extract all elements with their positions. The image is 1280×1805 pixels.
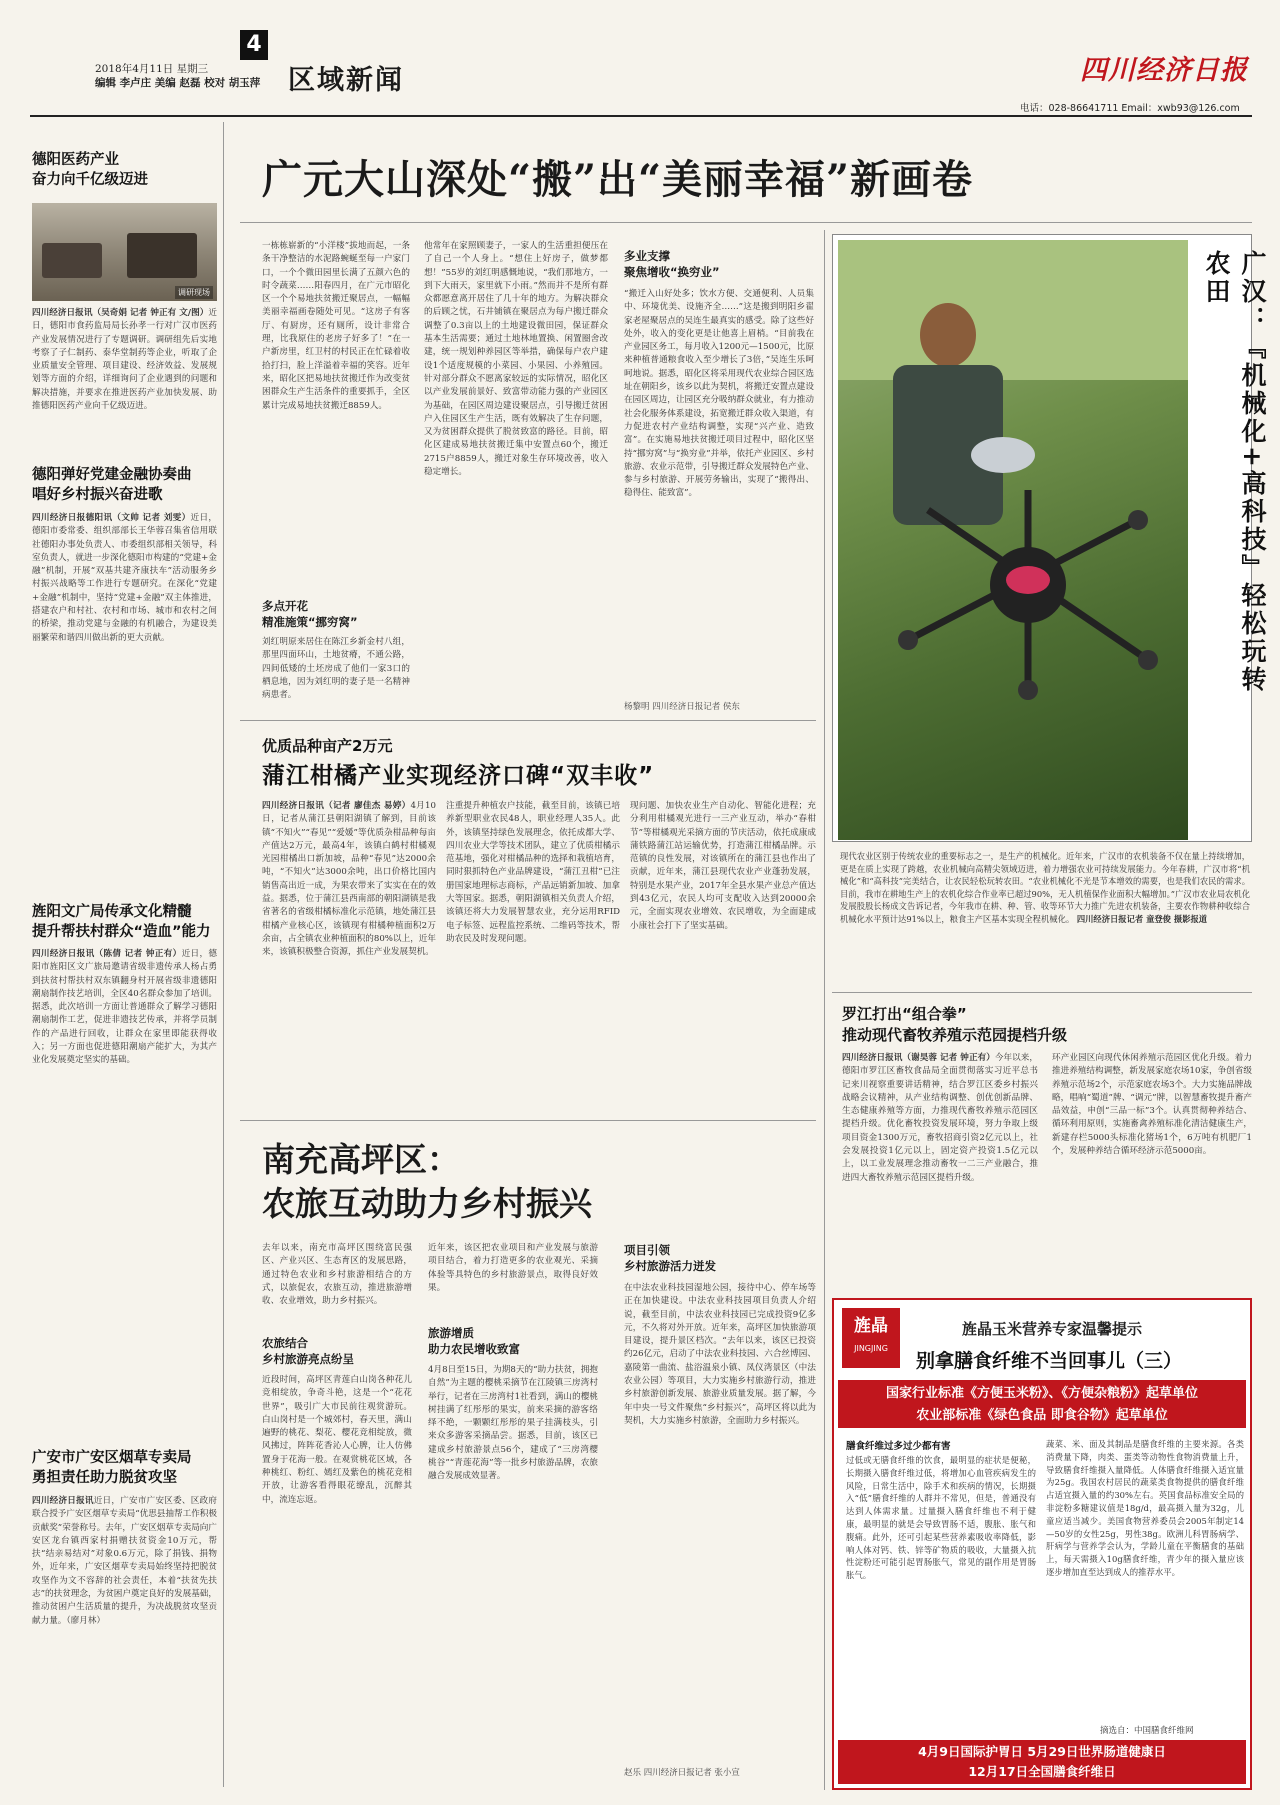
caption-text: 现代农业区别于传统农业的重要标志之一，是生产的机械化。近年来，广汉市的农机装备不仅在量上持续增加，更是在质上实现了跨越，农业机械向高精尖领域迈进，着力增强农业可持续发展能力。今年春耕，广汉市将“机械化”和“高科技”完美结合，让农民轻松玩转农田。“农业机械化不光是节本增效的需要，也是我们农民的需求。目前，我市在耕地生产上的农机化综合作业率已超过90%，无人机植保作业面积大幅增加。”广汉市农业局农机化发展股股长杨成文告诉记者，今年我市在耕、种、管、收等环节大力推广先进农机装备，主要农作物耕种收综合机械化水平预计达91%以上，粮食主产区基本实现全程机械化。 [840,851,1250,924]
drone-farmer-photo [838,240,1188,840]
ad-standards-band: 国家行业标准《方便玉米粉》、《方便杂粮粉》起草单位 农业部标准《绿色食品 即食谷物》起草单位 [838,1380,1246,1428]
byline: 赵乐 四川经济日报记者 张小宣 [624,1768,740,1778]
main-headline: 广元大山深处“搬”出“美丽幸福”新画卷 [262,156,974,203]
guangyuan-subhead-1: 多点开花 精准施策“挪穷窝” [262,599,358,629]
section-title: 区域新闻 [288,65,404,96]
byline: 杨黎明 四川经济日报记者 侯东 [624,702,740,712]
luojiang-headline: 罗江打出“组合拳” 推动现代畜牧养殖示范园提档升级 [842,1005,1068,1044]
article-body [32,1495,217,1785]
guangyuan-col1: 一栋栋崭新的“小洋楼”拔地而起，一条条干净整洁的水泥路蜿蜒至每一户家门口，一个个微田园里长满了五颜六色的时令蔬菜……阳春四月，在广元市昭化区一个个易地扶贫搬迁聚居点，一幅幅美丽幸福画卷随处可见。“这房子有客厅、有厨房，还有厕所，设计非常合理，比我原住的老房子好多了！”在一户新房里，红卫村的村民正在忙碌着收拾打扫，脸上洋溢着幸福的笑容。近年来，昭化区把易地扶贫搬迁作为改变贫困群众生产生活条件的重要抓手，全区累计完成易地扶贫搬迁8859人。 [262,241,410,411]
divider [240,222,1252,223]
ad-health-days-band: 4月9日国际护胃日 5月29日世界肠道健康日 12月17日全国膳食纤维日 [838,1740,1246,1784]
byline: 四川经济日报讯（记者 廖佳杰 易婷） [262,801,411,811]
byline: 四川经济日报讯（陈倩 记者 钟正有） [32,949,182,959]
masthead-logo: 四川经济日报 [1080,55,1248,86]
byline: 四川经济日报讯（谢昊蓉 记者 钟正有） [842,1053,995,1063]
nanchong-col1: 去年以来，南充市高坪区围绕富民强区、产业兴区、生态育区的发展思路，通过特色农业和乡村旅游相结合的方式，以旅促农，农旅互动，推进旅游增收、农业增效，助力乡村振兴。 [262,1243,412,1307]
ad-col1: 过低或无膳食纤维的饮食，最明显的症状是便秘，长期摄入膳食纤维过低，将增加心血管疾病发生的风险，日常生活中，除手术和疾病的情况，长期摄入“低”膳食纤维的人群并不常见，但是，普通没有达到人体需求量。过量摄入膳食纤维也不利于健康，最明显的就是会导致胃肠不适，腹胀、胀气和腹痛。此外，还可引起某些营养素吸收率降低，影响人体对钙、铁、锌等矿物质的吸收，大量摄入抗性淀粉还可能引起胃肠胀气，常见的副作用是胃肠胀气。 [846,1455,1036,1581]
brand-logo [842,1308,900,1368]
guangyuan-col3: “搬迁入山好处多；饮水方便、交通便利、人员集中、环境优美、设施齐全……”这是搬到明阳乡翟家老屋聚居点的吴连生最真实的感受。除了这些好处外，收入的变化更是让他喜上眉梢。“目前我在产业园区务工，每月收入1200元—1500元，比原来种植普通粮食收入至少增长了3倍，”吴连生乐呵呵地说。据悉，昭化区将采用现代农业综合园区选址在朝阳乡，该乡以此为契机，将搬迁安置点建设在园区周边，让园区充分吸纳群众就业，有力推动社会化服务体系建设，拓宽搬迁群众收入渠道，有力促进农村产业结构调整，实现“兴产业、造致富”。在实施易地扶贫搬迁项目过程中，昭化区坚持“挪穷窝”与“换穷业”并举，依托产业园区、乡村旅游、农业示范带，引导搬迁群众发展特色产业、参与乡村旅游、开展劳务输出，实现了“搬得出、稳得住、能致富”。 [624,289,814,499]
nanchong-col1b: 近段时间，高坪区青莲白山岗各种花儿竞相绽放，争奇斗艳，这是一个“花花世界”，吸引广大市民前往观赏游玩。白山岗村是一个城郊村，春天里，满山遍野的桃花、梨花、樱花竞相绽放，微风拂过，阵阵花香沁人心脾，让人仿佛置身于花海一般。在观赏桃花区域，各种桃红、粉红、嫣红及紫色的桃花竞相开放，让游客看得眼花缭乱，沉醉其中，流连忘返。 [262,1375,412,1505]
article-body [32,948,217,1248]
drone-rotor [1018,680,1038,700]
article-body [32,307,217,455]
meeting-photo [32,203,217,301]
guanghan-caption [840,850,1250,975]
luojiang-col1 [842,1052,1038,1284]
drone-illustration [838,240,1188,840]
editors-text: 编辑 李卢庄 美编 赵磊 校对 胡玉萍 [95,77,261,89]
headline-deyang-pharma: 德阳医药产业 奋力向千亿级迈进 [32,152,148,188]
body-text: 近日，德阳市委常委、组织部部长王华蓉召集省信用联社德阳办事处负责人、市委组织部相关领导，科室负责人，就进一步深化德阳市构建的“党建+金融”机制，开展“双基共建齐康扶车”活动服务乡村振兴战略等工作进行专题研究。在深化“党建+金融”机制中，坚持“党建+金融”双主体推进，搭建农户和村社、农村和市场、城市和农村之间的桥梁，推动党建与金融的有机融合，为建设美丽繁荣和谐四川做出新的更大贡献。 [32,513,217,643]
ad-title: 别拿膳食纤维不当回事儿（三） [916,1350,1183,1372]
header-rule [30,115,1252,117]
nanchong-col2b: 4月8日至15日，为期8天的“助力扶贫，拥抱自然”为主题的樱桃采摘节在江陵镇三房湾村举行，记者在三房湾村1社看到，满山的樱桃树挂满了红彤彤的果实，前来采摘的游客络绎不绝，一颗颗红彤彤的果子挂满枝头，引来众多游客采摘品尝。据悉，目前，该区已建成乡村旅游景点56个，建成了“三房湾樱桃谷”“青莲花海”等一批乡村旅游品牌，农旅融合发展成效显著。 [428,1365,598,1482]
ad-source: 摘选自：中国膳食纤维网 [1100,1726,1194,1736]
photo-caption: 调研现场 [175,286,213,299]
byline: 四川经济日报讯（吴奇娟 记者 钟正有 文/图） [32,308,209,318]
body-text: 近日，德阳市旌阳区文广旅局邀请省级非遗传承人杨占勇到扶贫村帮扶村双东镇翻身村开展省级非遗德阳潮扇制作技艺培训，全区40名群众参加了培训。据悉，此次培训一方面让普通群众了解学习德阳潮扇制作工艺，促进非遗技艺传承，并将学员制作的产品进行回收，让群众在家里即能获得收入；另一方面也促进德阳潮扇产能扩大，为其产业化发展奠定坚实的基础。 [32,949,217,1066]
nanchong-col2: 近年来，该区把农业项目和产业发展与旅游项目结合，着力打造更多的农业观光、采摘体验等具特色的乡村旅游景点，取得良好效果。 [428,1243,598,1293]
article-body [32,512,217,882]
headline-deyang-finance: 德阳弹好党建金融协奏曲 唱好乡村振兴奋进歌 [32,467,192,503]
body-text: 今年以来，德阳市罗江区畜牧食品局全面贯彻落实习近平总书记来川视察重要讲话精神，结合罗江区委乡村振兴战略会议精神，从产业结构调整、创优创新品牌、生态健康养殖等方面，力推现代畜牧养殖示范园区提档升级。优化畜牧投资发展环境，努力争取上级项目资金1300万元，畜牧招商引资2亿元以上，社会发展投资1亿元以上，固定资产投资1.5亿元以上，以工业发展理念推动畜牧一二三产业融合，推进四大畜牧养殖示范园区提档升级。 [842,1053,1038,1183]
pesticide-bucket [971,437,1035,473]
guangyuan-subhead-2: 多业支撑 聚焦增收“换穷业” [624,249,720,279]
drone-rotor [1128,510,1148,530]
guanghan-vertical-title: 广汉：『机械化+高科技』轻松玩转农田 [1202,250,1267,694]
farmer-head [920,303,976,367]
sofa-shape [42,243,102,278]
ad-col2: 蔬菜、米、面及其制品是膳食纤维的主要来源。各类消费量下降，肉类、蛋类等动物性食物消费量上升，导致膳食纤维摄入量降低。人体膳食纤维摄入适宜量为25g。我国农村居民的蔬菜类食物提供的膳食纤维占适宜摄入量的约30%左右。英国食品标准安全局的非淀粉多糖建议值是18g/d，最高摄入量为32g，儿童应适当减少。美国食物营养委员会2005年制定14—50岁的女性25g，男性38g。欧洲儿科胃肠病学、肝病学与营养学会认为，学龄儿童在平衡膳食的基础上，每天需摄入10g膳食纤维，青少年的摄入量应该逐步增加直至达到成人的推荐水平。 [1046,1439,1244,1577]
pujiang-col2: 注重提升种植农户技能，截至目前，该镇已培养新型职业农民48人，职业经理人35人。此外，该镇坚持绿色发展理念，依托成都大学、四川农业大学等技术团队，建立了优质柑橘示范基地，强化对柑橘品种的选择和栽植培育，同时狠抓特色产业品牌建设，“蒲江丑柑”已注册国家地理标志商标，产品远销新加坡、加拿大等国家。据悉，朝阳湖镇相关负责人介绍，该镇还将大力发展智慧农业，充分运用RFID电子标签、远程监控系统、二维码等技术，帮助农民及时发现问题。 [446,801,620,944]
divider [240,720,816,721]
drone-tank [1006,566,1050,594]
column-divider [824,230,825,1790]
byline: 四川经济日报记者 童登俊 摄影报道 [1076,913,1208,924]
pujiang-col1 [262,800,436,1110]
guangyuan-col2: 他常年在家照顾妻子，一家人的生活重担便压在了自己一个人身上。“想住上好房子，做梦都想！”55岁的刘红明感慨地说，“我们那地方，一到下大雨天，家里就下小雨。”然而并不是所有群众都愿意离开居住了几十年的地方。为解决群众的后顾之忧，石井铺镇在聚居点为每户搬迁群众调整了0.3亩以上的土地建设微田园，保证群众基本生活需要；通过土地林地置换、闲置圈舍改建，统一规划种养园区等举措，确保每户农户建设1个适度规模的小菜园、小果园、小养殖园。针对部分群众不愿离家较远的实际情况，昭化区以产业发展前景好、致富带动能力强的产业园区为基础，在园区周边建设聚居点，引导搬迁贫困户入住园区生产生活，既有效解决了生存问题，又为贫困群众提供了脱贫致富的路径。目前，昭化区建成易地扶贫搬迁集中安置点60个，搬迁2715户8859人，搬迁对象生存环境改善，收入稳定增长。 [424,241,608,478]
page-number: 4 [240,30,268,60]
pujiang-headline: 蒲江柑橘产业实现经济口碑“双丰收” [262,763,655,789]
column-divider [223,122,224,1787]
drone-rotor [898,630,918,650]
nanchong-col3: 在中法农业科技园湿地公园，接待中心、停车场等正在加快建设。中法农业科技园项目负责人介绍说，截至目前，中法农业科技园已完成投资9亿多元，不久将对外开放。近年来，高坪区加快旅游项目建设，提升景区档次。“去年以来，该区已投资约26亿元，启动了中法农业科技园、六合丝博园、嘉陵第一曲流、盐浴温泉小镇、凤仪湾景区（中法农业公园）等项目，大力实施乡村旅游行动，推进乡村旅游创新发展、旅游业质量发展。据了解，今年中央一号文件聚焦“乡村振兴”，高坪区将以此为契机，大力实施乡村旅游，全面助力乡村振兴。 [624,1283,816,1426]
byline: 四川经济日报德阳讯（文帅 记者 刘雯） [32,513,191,523]
body-text: 近日，德阳市食药监局局长孙孝一行对广汉市医药产业发展情况进行了专题调研。调研组先后实地考察了子仁制药、泰华堂制药等企业，听取了企业质量安全管理、项目建设、经济效益、发展规划等方面的介绍，详细询问了企业遇到的问题和解决措施，并要求在推进医药产业加快发展、助推德阳医药产业向千亿级迈进。 [32,308,217,412]
guangyuan-col1b: 刘红明原来居住在陈江乡新金村八组，那里四面环山，土地贫瘠，不通公路，四间低矮的土坯房成了他们一家3口的栖息地，因为刘红明的妻子是一名精神病患者。 [262,637,410,701]
pujiang-col3: 现问题、加快农业生产自动化、智能化进程；充分利用柑橘观光进行一三产业互动，举办“春柑节”等柑橘观光采摘方面的节庆活动，依托成康成蒲铁路蒲江站运输优势，打造蒲江柑橘品牌。示范镇的良性发展，对该镇所在的蒲江县也作出了贡献，近年来，蒲江县现代农业产业蓬勃发展，特别是水果产业，2017年全县水果产业总产值达到43亿元，农民人均可支配收入达到20000余元，全面实现农业增效、农民增收，为全面建成小康社会打下了坚实基础。 [630,801,816,931]
byline: 四川经济日报讯 [32,1496,94,1506]
nanchong-subhead-1: 农旅结合 乡村旅游亮点纷呈 [262,1336,354,1366]
date-line [95,62,260,90]
nanchong-headline: 南充高坪区： 农旅互动助力乡村振兴 [262,1140,592,1223]
field-background [838,240,1188,380]
contact-info: 电话：028-86641711 Email：xwb93@126.com [1020,103,1240,114]
body-text: 4月10日，记者从蒲江县朝阳湖镇了解到，目前该镇“不知火”“春见”“爱媛”等优质杂柑品种每亩产值达2万元，最高4年，该镇白鹤村柑橘观光园柑橘出口新加坡，品种“春见”达2000余吨，“不知火”达3000余吨，出口价格比国内销售高出近一成，为果农带来了实实在在的效益。据悉，位于蒲江县西南部的朝阳湖镇是我省著名的省级柑橘标准化示范镇，地处蒲江县柑橘产业核心区，该镇现有柑橘种植面积2万余亩，占全镇农业种植面积的80%以上，近年来，该镇积极整合资源，抓住产业发展契机。 [262,801,436,958]
brand-english: JINGJING [854,1344,888,1353]
date-text: 2018年4月11日 星期三 [95,63,209,75]
drone-rotor [1138,650,1158,670]
divider [832,992,1252,993]
nanchong-subhead-2: 旅游增质 助力农民增收致富 [428,1326,520,1356]
headline-jingyang: 旌阳文广局传承文化精髓 提升帮扶村群众“造血”能力 [32,904,211,940]
brand-name: 旌晶 [854,1316,888,1336]
ad-kicker: 旌晶玉米营养专家温馨提示 [962,1320,1143,1338]
nanchong-subhead-3: 项目引领 乡村旅游活力迸发 [624,1243,716,1273]
pujiang-kicker: 优质品种亩产2万元 [262,737,393,755]
luojiang-col2: 环产业园区向现代休闲养殖示范园区优化升级。着力推进养殖结构调整，新发展家庭农场10家，争创省级养殖示范场2个，示范家庭农场3个。大力实施品牌战略，唱响“蜀道”牌、“调元”牌，以智慧畜牧提升畜产品效益，申创“三品一标”3个。认真贯彻种养结合、循环利用原则，实施畜禽养殖标准化清洁健康生产，新建存栏5000头标准化猪场1个，6万吨有机肥厂1个，发展种养结合循环经济示范5000亩。 [1052,1053,1252,1157]
headline-guangan: 广安市广安区烟草专卖局 勇担责任助力脱贫攻坚 [32,1450,192,1486]
divider [240,1120,816,1121]
ad-column-head: 膳食纤维过多过少都有害 [846,1441,951,1452]
body-text: 近日，广安市广安区委、区政府联合授予广安区烟草专卖局“优思县抽帮工作积极贡献奖”荣誉称号。去年，广安区烟草专卖局向广安区龙台镇西家村捐赠扶贫资金10万元，帮扶“结亲易结对”对象0.6万元，除了捐钱、捐物外，近年来，广安区烟草专卖局始终坚持把脱贫攻坚作为文不容辞的社会责任，本着“扶贫先扶志”的扶贫理念，为贫困户奠定良好的发展基础，推动贫困户生活质量的提升，为决战脱贫攻坚贡献力量。（廖月林） [32,1496,217,1626]
sofa-shape [127,233,197,278]
